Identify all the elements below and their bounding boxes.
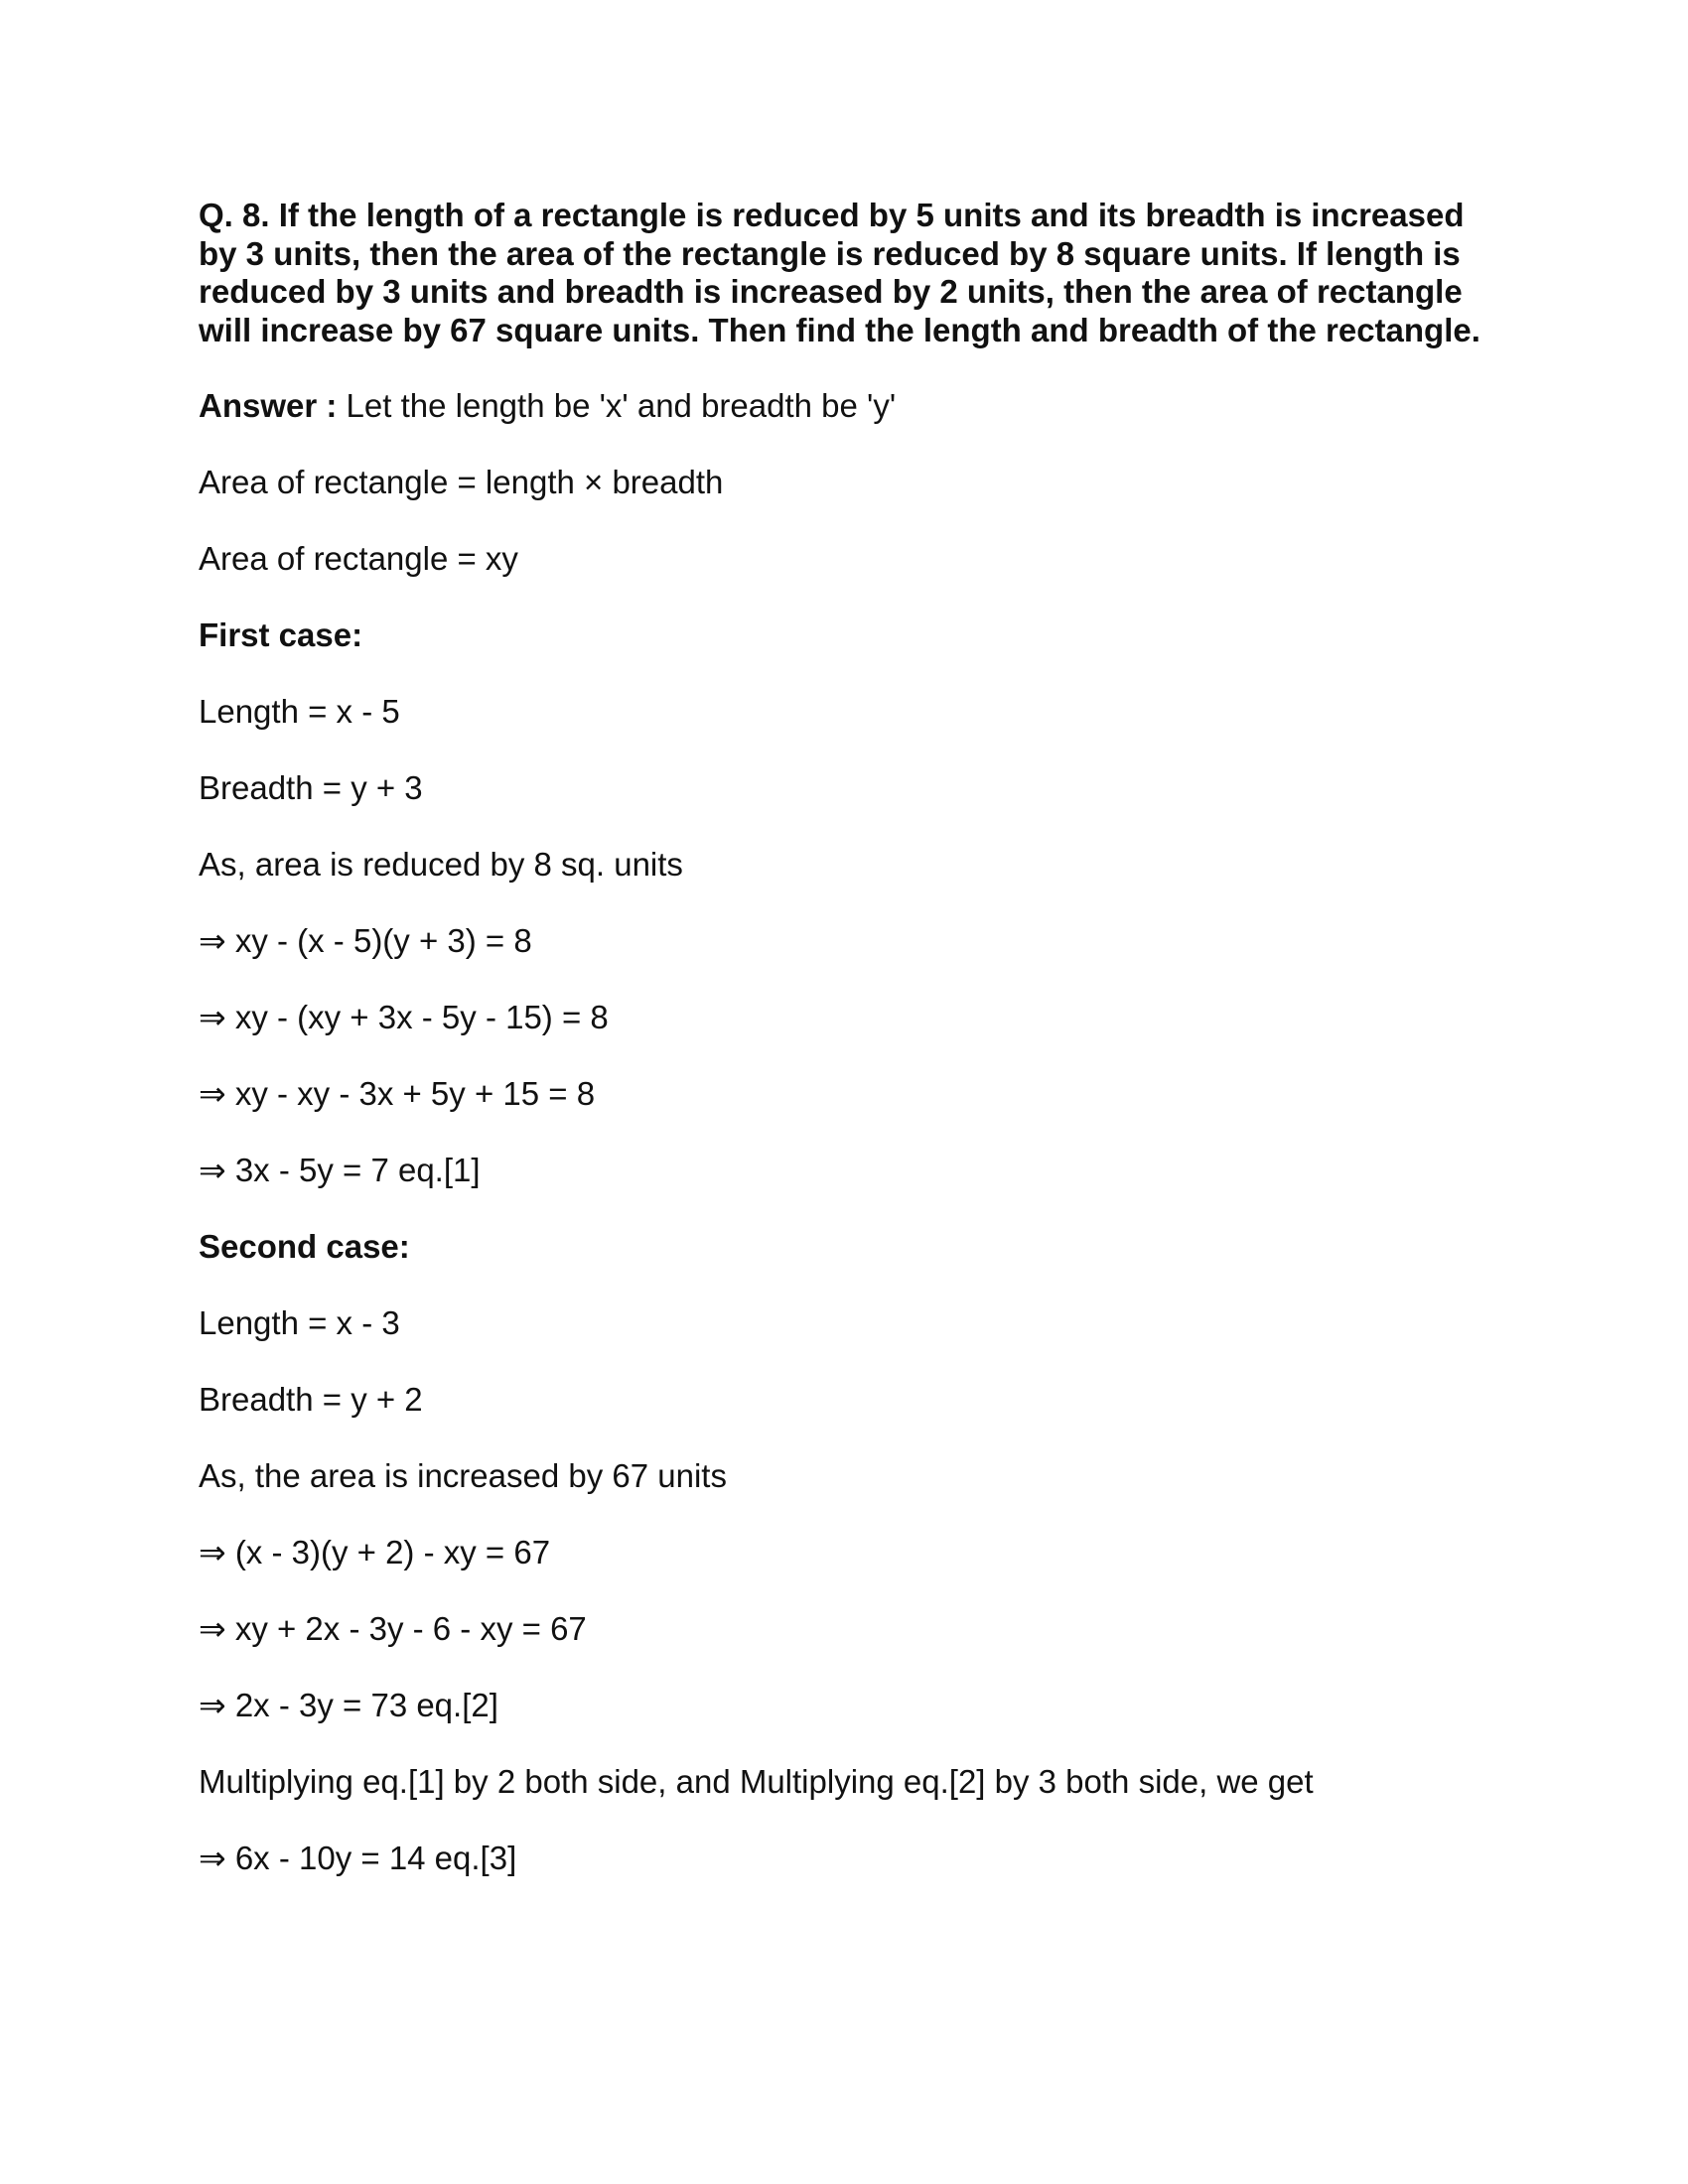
- second-case-increased: As, the area is increased by 67 units: [199, 1457, 727, 1494]
- first-case-step-4: ⇒ 3x - 5y = 7 eq.[1]: [199, 1152, 481, 1188]
- first-case-breadth: Breadth = y + 3: [199, 769, 423, 806]
- first-case-heading: First case:: [199, 616, 363, 653]
- answer-line: [199, 387, 1489, 425]
- area-formula-line: Area of rectangle = length × breadth: [199, 464, 724, 500]
- second-case-breadth: Breadth = y + 2: [199, 1381, 423, 1418]
- first-case-step-2: ⇒ xy - (xy + 3x - 5y - 15) = 8: [199, 999, 609, 1035]
- first-case-length: Length = x - 5: [199, 693, 400, 730]
- document-page: [199, 197, 1489, 1916]
- question-text: Q. 8. If the length of a rectangle is reduced by 5 units and its breadth is increased by 3 units, then the area of the rectangle is reduced by 8 square units. If length is reduced by 3 units and breadth is increased by 2 units, then the area of rectangle will increase by 67 square units. Then find the length and breadth of the rectangle.: [199, 197, 1480, 348]
- eq3-line: ⇒ 6x - 10y = 14 eq.[3]: [199, 1840, 517, 1876]
- multiplying-line: Multiplying eq.[1] by 2 both side, and Multiplying eq.[2] by 3 both side, we get: [199, 1763, 1314, 1800]
- second-case-heading: Second case:: [199, 1228, 410, 1265]
- second-case-length: Length = x - 3: [199, 1304, 400, 1341]
- second-case-step-2: ⇒ xy + 2x - 3y - 6 - xy = 67: [199, 1610, 587, 1647]
- answer-intro: Let the length be 'x' and breadth be 'y': [337, 387, 897, 424]
- second-case-step-3: ⇒ 2x - 3y = 73 eq.[2]: [199, 1687, 498, 1723]
- first-case-step-1: ⇒ xy - (x - 5)(y + 3) = 8: [199, 922, 532, 959]
- area-xy-line: Area of rectangle = xy: [199, 540, 518, 577]
- second-case-step-1: ⇒ (x - 3)(y + 2) - xy = 67: [199, 1534, 551, 1570]
- first-case-reduced: As, area is reduced by 8 sq. units: [199, 846, 683, 883]
- first-case-step-3: ⇒ xy - xy - 3x + 5y + 15 = 8: [199, 1075, 596, 1112]
- answer-label: Answer :: [199, 387, 338, 424]
